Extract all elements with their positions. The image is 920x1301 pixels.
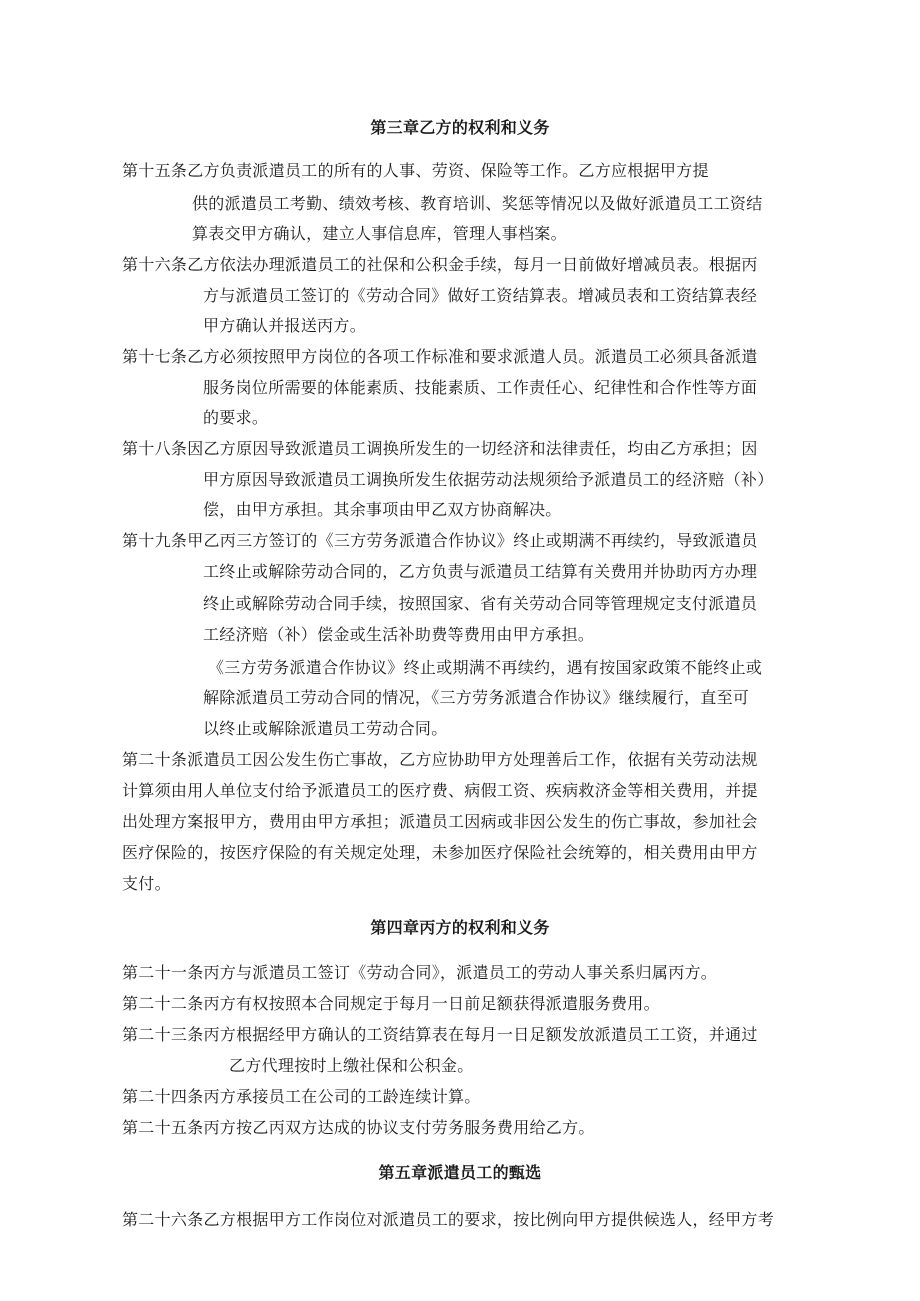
chapter-5-title: 第五章派遣员工的甄选 [378,1163,542,1182]
article-26-line-1: 第二十六条乙方根据甲方工作岗位对派遣员工的要求，按比例向甲方提供候选人，经甲方考 [122,1210,775,1229]
article-16-line-1: 第十六条乙方依法办理派遣员工的社保和公积金手续，每月一日前做好增减员表。根据丙 [122,255,758,274]
article-17-line-2: 服务岗位所需要的体能素质、技能素质、工作责任心、纪律性和合作性等方面 [203,378,758,397]
article-20-line-2: 计算须由用人单位支付给予派遣员工的医疗费、病假工资、疾病救济金等相关费用，并提 [122,781,758,800]
article-15-line-2: 供的派遣员工考勤、绩效考核、教育培训、奖惩等情况以及做好派遣员工工资结 [192,194,763,213]
article-19-para2-line-1: 《三方劳务派遣合作协议》终止或期满不再续约，遇有按国家政策不能终止或 [208,658,763,677]
article-25: 第二十五条丙方按乙丙双方达成的协议支付劳务服务费用给乙方。 [122,1118,595,1137]
article-20-line-3: 出处理方案报甲方，费用由甲方承担；派遣员工因病或非因公发生的伤亡事故，参加社会 [122,812,758,831]
article-22: 第二十二条丙方有权按照本合同规定于每月一日前足额获得派遣服务费用。 [122,994,660,1013]
article-18-line-2: 甲方原因导致派遣员工调换所发生依据劳动法规须给予派遣员工的经济赔（补） [203,470,774,489]
article-19-line-4: 工经济赔（补）偿金或生活补助费等费用由甲方承担。 [203,625,595,644]
article-15-line-1: 第十五条乙方负责派遣员工的所有的人事、劳资、保险等工作。乙方应根据甲方提 [122,161,709,180]
article-23-line-1: 第二十三条丙方根据经甲方确认的工资结算表在每月一日足额发放派遣员工工资，并通过 [122,1025,758,1044]
article-18-line-1: 第十八条因乙方原因导致派遣员工调换所发生的一切经济和法律责任，均由乙方承担；因 [122,439,758,458]
article-17-line-1: 第十七条乙方必须按照甲方岗位的各项工作标准和要求派遣人员。派遣员工必须具备派遣 [122,347,758,366]
article-20-line-1: 第二十条派遣员工因公发生伤亡事故，乙方应协助甲方处理善后工作，依据有关劳动法规 [122,750,758,769]
article-20-line-5: 支付。 [122,874,171,893]
article-15-line-3: 算表交甲方确认，建立人事信息库，管理人事档案。 [192,224,567,243]
article-17-line-3: 的要求。 [203,408,269,427]
article-18-line-3: 偿，由甲方承担。其余事项由甲乙双方协商解决。 [203,500,562,519]
article-19-para2-line-3: 以终止或解除派遣员工劳动合同。 [203,719,448,738]
article-19-line-2: 工终止或解除劳动合同的，乙方负责与派遣员工结算有关费用并协助丙方办理 [203,562,758,581]
article-24: 第二十四条丙方承接员工在公司的工龄连续计算。 [122,1087,481,1106]
article-19-para2-line-2: 解除派遣员工劳动合同的情况，《三方劳务派遣合作协议》继续履行，直至可 [203,688,750,707]
article-23-line-2: 乙方代理按时上缴社保和公积金。 [229,1056,474,1075]
article-20-line-4: 医疗保险的，按医疗保险的有关规定处理，未参加医疗保险社会统筹的，相关费用由甲方 [122,843,758,862]
chapter-4-title: 第四章丙方的权利和义务 [370,918,550,937]
article-16-line-2: 方与派遣员工签订的《劳动合同》做好工资结算表。增减员表和工资结算表经 [203,286,758,305]
article-21: 第二十一条丙方与派遣员工签订《劳动合同》，派遣员工的劳动人事关系归属丙方。 [122,963,718,982]
article-16-line-3: 甲方确认并报送丙方。 [203,316,367,335]
article-19-line-1: 第十九条甲乙丙三方签订的《三方劳务派遣合作协议》终止或期满不再续约，导致派遣员 [122,531,758,550]
chapter-3-title: 第三章乙方的权利和义务 [370,118,550,137]
article-19-line-3: 终止或解除劳动合同手续，按照国家、省有关劳动合同等管理规定支付派遣员 [203,594,758,613]
